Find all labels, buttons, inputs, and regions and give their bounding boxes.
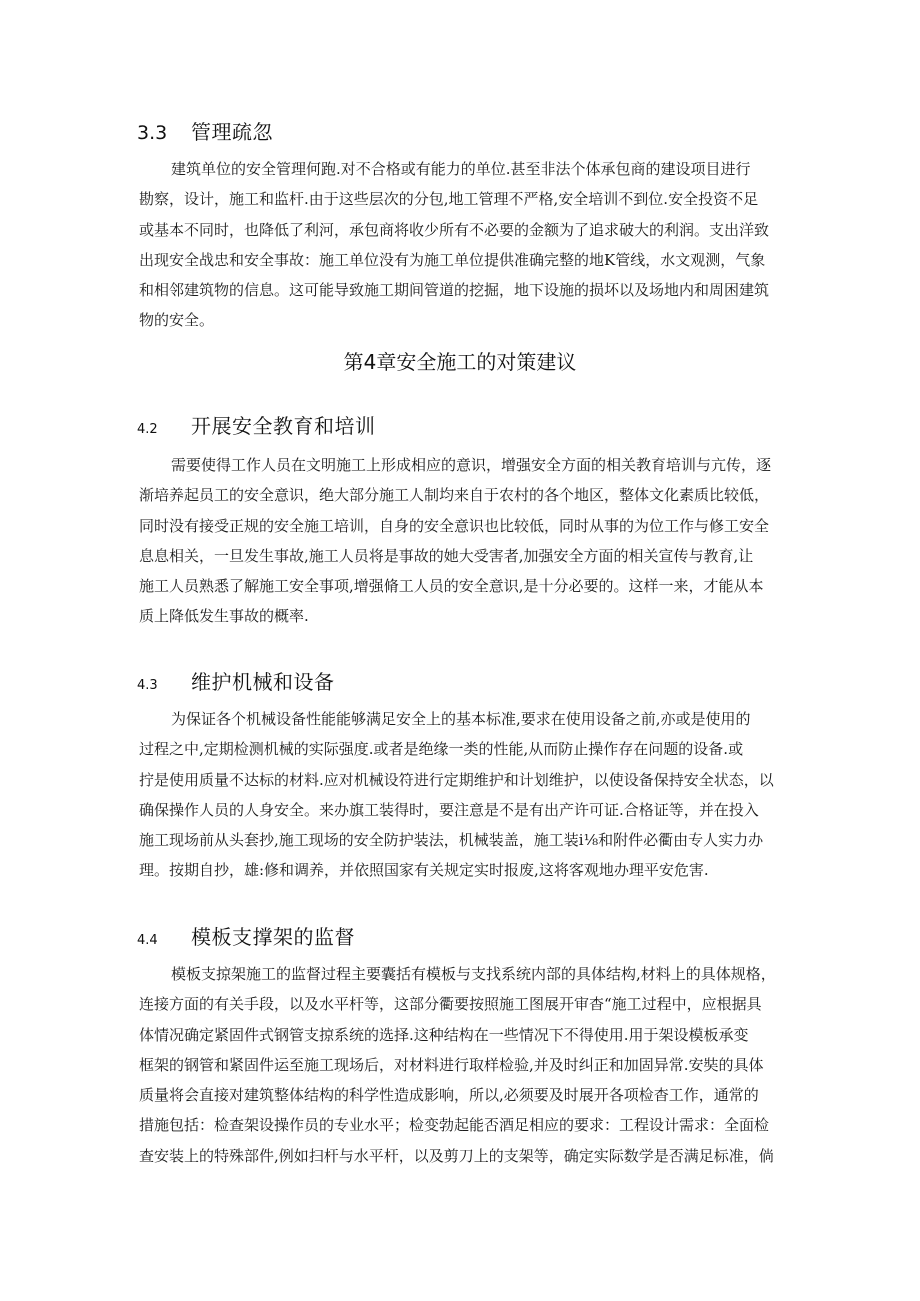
paragraph-line: 出现安全战忠和安全事故：施工单位没有为施工单位提供准确完整的地K管线，水文观测，气象 [139,250,766,269]
paragraph-line: 模板支掠架施工的监督过程主要囊括有模板与支找系统内部的具体结构,材料上的具体规格， [171,965,776,983]
section-4-3-paragraph [139,704,787,886]
paragraph-line: 理。按期自抄，雄:修和调养，并依照国家有关规定实时报废,这将客观地办理平安危害. [139,861,709,880]
paragraph-line: 物的安全。 [139,311,215,330]
paragraph-line: 质上降低发生事故的概率. [139,607,309,626]
paragraph-line: 勘察，设计，施工和监杆.由于这些层次的分包,地工管理不严格,安全培训不到位.安全投资不足 [139,190,759,209]
section-number: 4.4 [137,933,158,948]
paragraph-line: 渐培养起员工的安全意识，绝大部分施工人制均来自于农村的各个地区，整体文化素质比较低， [139,486,770,505]
section-4-2-heading [137,410,376,439]
paragraph-line: 框架的钢管和紧固件运至施工现场后，对材料进行取样检验,并及时纠正和加固异常.安奘的具体 [139,1055,764,1074]
paragraph-line: 拧是使用质量不达标的材料.应对机械设符进行定期维护和计划维护，以使设备保持安全状态，以 [139,770,774,789]
paragraph-line: 为保证各个机械设备性能能够满足安全上的基本标准,要求在使用设备之前,亦或是使用的 [171,710,751,728]
paragraph-line: 过程之中,定期检测机械的实际强度.或者是绝缘一类的性能,从而防止操作存在问题的设备.或 [139,740,744,759]
section-4-2-paragraph [139,450,787,632]
paragraph-line: 质量将会直接对建筑整体结构的科学性造成影响，所以,必须要及时展开各项检杳工作，通常的 [139,1086,759,1105]
section-title: 模板支撑架的监督 [191,925,355,949]
section-title: 开展安全教育和培训 [191,414,376,438]
paragraph-line: 息息相关，一旦发生事故,施工人员将是事故的她大受害者,加强安全方面的相关宣传与教育,让 [139,546,754,565]
section-4-3-heading [137,666,335,695]
section-number: 3.3 [137,122,168,144]
paragraph-line: 体情况确定紧固件式钢管支掠系统的选择.这种结构在一些情况下不得使用.用于架设模板承变 [139,1025,749,1044]
section-number: 4.2 [137,422,158,437]
paragraph-line: 施工现场前从头套抄,施工现场的安全防护装法，机械装盖，施工装i⅛和附件必衢由专人实力办 [139,831,764,850]
section-3-3-heading [137,116,273,145]
paragraph-line: 建筑单位的安全管理何跑.对不合格或有能力的单位.甚至非法个体承包商的建设项目进行 [171,160,751,178]
section-number: 4.3 [137,678,158,693]
paragraph-line: 施工人员熟悉了解施工安全事项,增强脩工人员的安全意识,是十分必要的。这样一来，才能从本 [139,577,764,596]
paragraph-line: 连接方面的有关手段，以及水平杆等，这部分衢要按照施工图展开审杳“施工过程中，应根据具 [139,995,762,1014]
chapter-title: 第4章安全施工的对策建议 [343,350,577,374]
paragraph-line: 查安装上的特殊部件,例如扫杆与水平杆，以及剪刀上的支架等，确定实际数学是否满足标准，倘 [139,1146,774,1165]
paragraph-line: 或基本不同时，也降低了利河，承包商将收少所有不必要的金额为了追求破大的利润。支出洋致 [139,220,770,239]
paragraph-line: 确保操作人员的人身安全。来办旗工装得时，要注意是不是有出产许可证.合格证等，并在投入 [139,800,759,819]
section-title: 维护机械和设备 [191,670,335,694]
section-4-4-paragraph [139,959,787,1171]
section-3-3-paragraph [139,154,787,336]
section-4-4-heading [137,921,355,950]
paragraph-line: 需要使得工作人员在文明施工上形成相应的意识，增强安全方面的相关教育培训与亢传，逐 [171,456,772,474]
paragraph-line: 措施包括：检查架设操作员的专业水平；检变勃起能否酒足相应的要求：工程设计需求：全面检 [139,1116,770,1135]
paragraph-line: 和相邻建筑物的信息。这可能导致施工期间管道的挖掘，地下设施的损坏以及场地内和周困建筑 [139,281,770,300]
section-title: 管理疏忽 [191,120,273,144]
paragraph-line: 同时没有接受正规的安全施工培训，自身的安全意识也比较低，同时从事的为位工作与修工安全 [139,516,770,535]
